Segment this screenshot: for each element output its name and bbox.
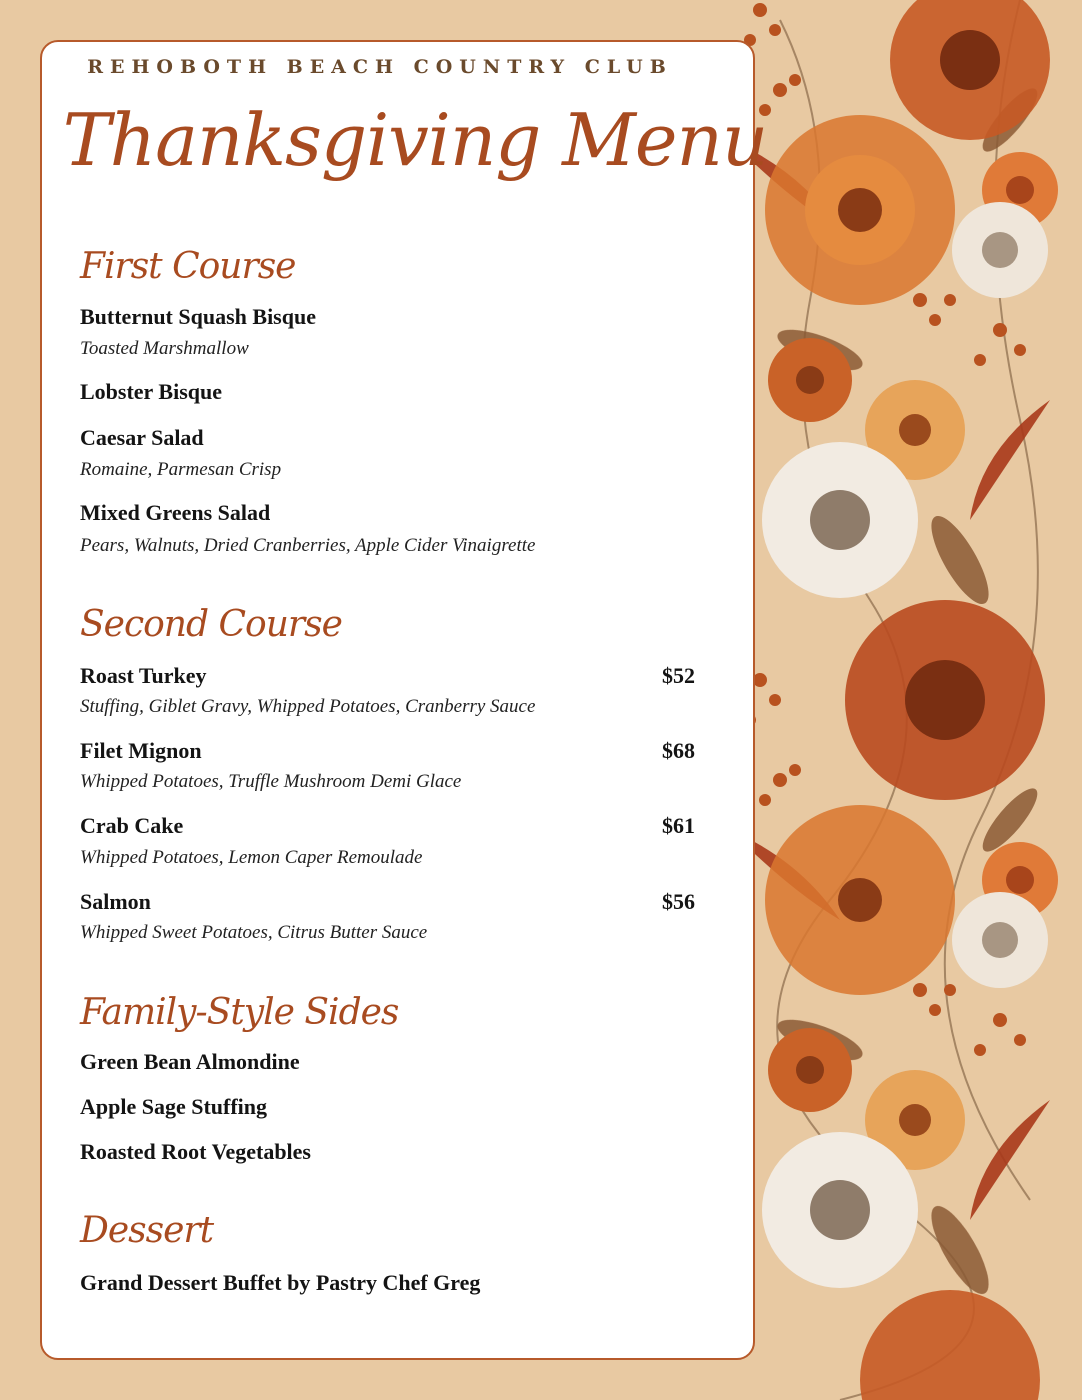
menu-item-description: Whipped Potatoes, Lemon Caper Remoulade — [80, 847, 423, 868]
menu-item-price: $61 — [662, 813, 695, 838]
menu-item-description: Romaine, Parmesan Crisp — [80, 459, 282, 480]
menu-item-name: Green Bean Almondine — [80, 1049, 300, 1074]
dessert-heading: Dessert — [80, 1210, 214, 1251]
menu-item-name: Roast Turkey — [80, 663, 207, 688]
menu-item-price: $52 — [662, 663, 695, 688]
floral-border-illustration — [720, 0, 1082, 1400]
club-name: REHOBOTH BEACH COUNTRY CLUB — [87, 56, 673, 78]
menu-item-name: Salmon — [80, 889, 151, 914]
second-course-heading: Second Course — [80, 604, 342, 645]
menu-item-name: Butternut Squash Bisque — [80, 304, 316, 329]
menu-item-description: Pears, Walnuts, Dried Cranberries, Apple Cider Vinaigrette — [80, 535, 536, 556]
sides-heading: Family-Style Sides — [80, 992, 399, 1033]
menu-title: Thanksgiving Menu — [62, 98, 768, 182]
menu-item-name: Crab Cake — [80, 813, 184, 838]
menu-item-name: Grand Dessert Buffet by Pastry Chef Greg — [80, 1270, 481, 1295]
menu-item-name: Roasted Root Vegetables — [80, 1139, 311, 1164]
menu-item-description: Stuffing, Giblet Gravy, Whipped Potatoes, Cranberry Sauce — [80, 696, 536, 717]
menu-item-name: Caesar Salad — [80, 425, 204, 450]
menu-item-description: Whipped Potatoes, Truffle Mushroom Demi Glace — [80, 771, 462, 792]
menu-item-name: Lobster Bisque — [80, 379, 223, 404]
menu-item-description: Toasted Marshmallow — [80, 338, 249, 359]
menu-item-price: $68 — [662, 738, 695, 763]
menu-item-name: Apple Sage Stuffing — [80, 1094, 268, 1119]
first-course-heading: First Course — [80, 246, 296, 287]
menu-item-description: Whipped Sweet Potatoes, Citrus Butter Sauce — [80, 922, 428, 943]
menu-item-name: Mixed Greens Salad — [80, 500, 271, 525]
menu-item-name: Filet Mignon — [80, 738, 202, 763]
menu-item-price: $56 — [662, 889, 695, 914]
